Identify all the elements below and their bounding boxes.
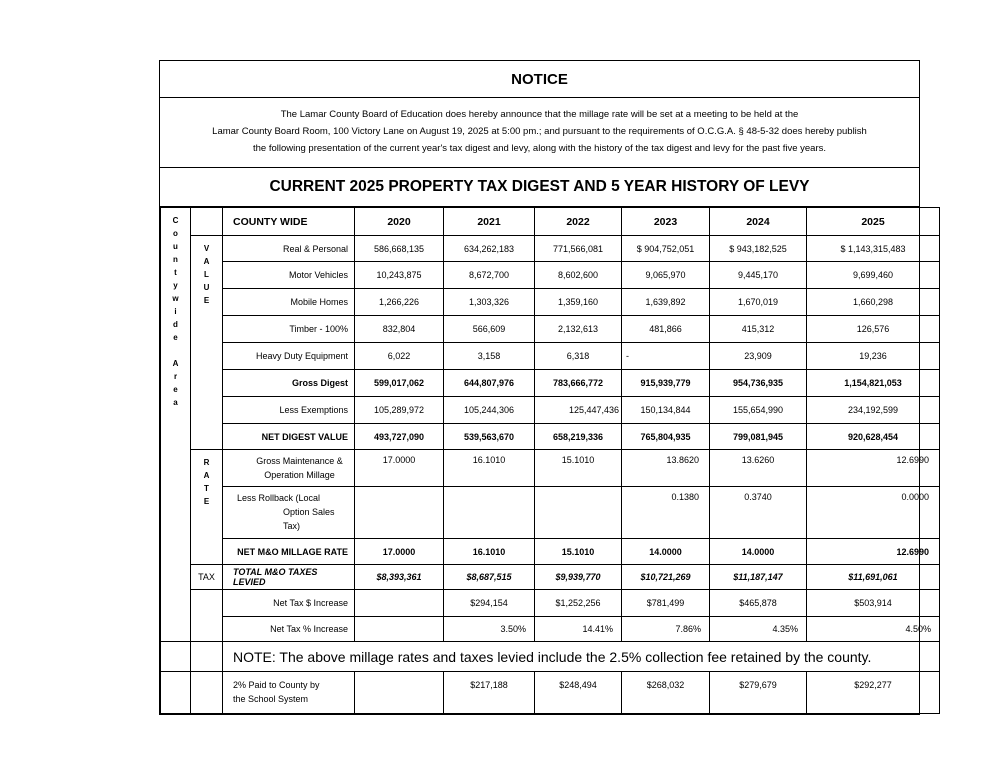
value-cell: 14.41%: [535, 617, 622, 642]
value-cell: 954,736,935: [710, 370, 807, 397]
value-cell: $ 904,752,051: [622, 236, 710, 262]
year-header: 2023: [622, 208, 710, 236]
heavy-duty-label: Heavy Duty Equipment: [223, 343, 355, 370]
value-cell: $781,499: [622, 590, 710, 617]
net-digest-label: NET DIGEST VALUE: [223, 424, 355, 450]
value-cell: 832,804: [355, 316, 444, 343]
side-label-letter: n: [173, 255, 178, 264]
value-cell: $503,914: [807, 590, 940, 617]
value-cell: 566,609: [444, 316, 535, 343]
value-cell: $292,277: [807, 672, 940, 714]
note-row: [161, 642, 940, 672]
value-cell: 15.1010: [535, 539, 622, 565]
side-label-letter: r: [173, 372, 178, 381]
value-cell: 1,359,160: [535, 289, 622, 316]
value-cell: 4.35%: [710, 617, 807, 642]
mobile-homes-label: Mobile Homes: [223, 289, 355, 316]
rate-letter: T: [204, 484, 209, 493]
side-label-letter: d: [173, 320, 178, 329]
value-cell: 23,909: [710, 343, 807, 370]
value-cell: 16.1010: [444, 450, 535, 487]
side-label-letter: a: [173, 398, 178, 407]
label-line: Gross Maintenance &: [256, 456, 343, 466]
rate-letter: A: [203, 471, 210, 480]
side-label-letter: y: [173, 281, 178, 290]
total-mo-taxes-label: TOTAL M&O TAXES LEVIED: [223, 565, 355, 590]
side-label-letter: [165, 344, 186, 357]
side-label-letter: t: [174, 268, 177, 277]
timber-label: Timber - 100%: [223, 316, 355, 343]
label-line: Operation Millage: [264, 470, 335, 480]
value-cell: 1,660,298: [807, 289, 940, 316]
value-cell: 658,219,336: [535, 424, 622, 450]
value-cell: 12.6990: [807, 450, 940, 487]
value-cell: 2,132,613: [535, 316, 622, 343]
value-cell: $ 943,182,525: [710, 236, 807, 262]
value-cell: 0.0000: [807, 487, 940, 539]
value-cell: $11,187,147: [710, 565, 807, 590]
value-cell: -: [622, 343, 710, 370]
net-mo-rate-label: NET M&O MILLAGE RATE: [223, 539, 355, 565]
notice-line: The Lamar County Board of Education does hereby announce that the millage rate will be set at a meeting to be held at the: [280, 109, 799, 120]
value-cell: 0.1380: [622, 487, 710, 539]
side-label-letter: A: [172, 359, 179, 368]
value-cell: 7.86%: [622, 617, 710, 642]
table-row: [161, 617, 940, 642]
side-label-letter: i: [174, 307, 177, 316]
county-wide-header: COUNTY WIDE: [223, 208, 355, 236]
paid-spacer: [191, 672, 223, 714]
value-cell: $10,721,269: [622, 565, 710, 590]
table-row: [161, 370, 940, 397]
value-cell: 920,628,454: [807, 424, 940, 450]
value-cell: 3,158: [444, 343, 535, 370]
rate-group-label: [191, 450, 223, 565]
side-label-letter: w: [172, 294, 179, 303]
value-cell: 599,017,062: [355, 370, 444, 397]
value-cell: $9,939,770: [535, 565, 622, 590]
value-cell: 14.0000: [622, 539, 710, 565]
value-cell: 644,807,976: [444, 370, 535, 397]
net-tax-dollar-label: Net Tax $ Increase: [223, 590, 355, 617]
value-cell: 105,244,306: [444, 397, 535, 424]
table-row: [161, 343, 940, 370]
less-rollback-label: [223, 487, 355, 539]
value-cell: $248,494: [535, 672, 622, 714]
value-cell: $294,154: [444, 590, 535, 617]
value-cell: [355, 617, 444, 642]
value-cell: 1,303,326: [444, 289, 535, 316]
value-cell: 16.1010: [444, 539, 535, 565]
value-cell: 6,318: [535, 343, 622, 370]
side-label-letter: e: [173, 385, 178, 394]
side-label-letter: e: [173, 333, 178, 342]
value-cell: 9,445,170: [710, 262, 807, 289]
value-cell: $ 1,143,315,483: [807, 236, 940, 262]
notice-document: [159, 60, 931, 715]
value-cell: 799,081,945: [710, 424, 807, 450]
value-cell: $1,252,256: [535, 590, 622, 617]
value-cell: [355, 672, 444, 714]
notice-line: Lamar County Board Room, 100 Victory Lane on August 19, 2025 at 5:00 pm.; and pursuant to the requirements of O.C.G.A. § 48-5-32 does hereby publish: [212, 126, 867, 137]
value-letter: A: [203, 257, 210, 266]
table-row: [161, 236, 940, 262]
value-cell: 493,727,090: [355, 424, 444, 450]
value-cell: 6,022: [355, 343, 444, 370]
value-cell: 13.8620: [622, 450, 710, 487]
value-cell: 155,654,990: [710, 397, 807, 424]
value-cell: 17.0000: [355, 539, 444, 565]
value-cell: 915,939,779: [622, 370, 710, 397]
gross-digest-label: Gross Digest: [223, 370, 355, 397]
value-cell: 9,065,970: [622, 262, 710, 289]
digest-title: CURRENT 2025 PROPERTY TAX DIGEST AND 5 YEAR HISTORY OF LEVY: [160, 168, 919, 207]
value-cell: 481,866: [622, 316, 710, 343]
value-cell: 126,576: [807, 316, 940, 343]
value-cell: 3.50%: [444, 617, 535, 642]
table-row: [161, 316, 940, 343]
table-row: [161, 289, 940, 316]
label-line: Option Sales: [283, 507, 335, 517]
note-spacer: [161, 642, 191, 672]
value-cell: $8,393,361: [355, 565, 444, 590]
value-cell: 12.6990: [807, 539, 940, 565]
value-cell: [444, 487, 535, 539]
value-cell: 539,563,670: [444, 424, 535, 450]
value-cell: 1,266,226: [355, 289, 444, 316]
value-cell: 634,262,183: [444, 236, 535, 262]
year-header: 2022: [535, 208, 622, 236]
countywide-area-label: [161, 208, 191, 642]
value-letter: U: [203, 283, 210, 292]
value-letter: L: [204, 270, 209, 279]
value-cell: $217,188: [444, 672, 535, 714]
value-cell: 0.3740: [710, 487, 807, 539]
value-cell: 415,312: [710, 316, 807, 343]
tax-group-spacer: [191, 590, 223, 642]
value-cell: 1,639,892: [622, 289, 710, 316]
value-cell: 4.50%: [807, 617, 940, 642]
value-cell: 8,602,600: [535, 262, 622, 289]
year-header: 2021: [444, 208, 535, 236]
note-spacer: [191, 642, 223, 672]
side-label-letter: o: [173, 229, 178, 238]
rate-letter: E: [203, 497, 210, 506]
table-row: [161, 539, 940, 565]
value-cell: 1,154,821,053: [807, 370, 940, 397]
table-row: [161, 450, 940, 487]
value-cell: [535, 487, 622, 539]
less-exemptions-label: Less Exemptions: [223, 397, 355, 424]
side-label-letter: u: [173, 242, 178, 251]
value-cell: 783,666,772: [535, 370, 622, 397]
year-header: 2020: [355, 208, 444, 236]
table-row: [161, 262, 940, 289]
value-cell: 13.6260: [710, 450, 807, 487]
value-cell: 150,134,844: [622, 397, 710, 424]
paid-to-county-row: [161, 672, 940, 714]
paid-label: [223, 672, 355, 714]
table-row: [161, 487, 940, 539]
real-personal-label: Real & Personal: [223, 236, 355, 262]
value-cell: 15.1010: [535, 450, 622, 487]
table-row: [161, 565, 940, 590]
notice-line: the following presentation of the current year's tax digest and levy, along with the history of the tax digest and levy for the past five years.: [252, 143, 826, 154]
value-cell: 765,804,935: [622, 424, 710, 450]
table-row: [161, 397, 940, 424]
tax-group-label: TAX: [191, 565, 223, 590]
value-letter: E: [203, 296, 210, 305]
value-cell: [355, 590, 444, 617]
note-text: NOTE: The above millage rates and taxes levied include the 2.5% collection fee retained by the county.: [223, 642, 940, 672]
value-cell: $11,691,061: [807, 565, 940, 590]
value-letter: V: [203, 244, 210, 253]
value-cell: 234,192,599: [807, 397, 940, 424]
motor-vehicles-label: Motor Vehicles: [223, 262, 355, 289]
value-cell: [355, 487, 444, 539]
label-line: the School System: [233, 694, 309, 704]
net-tax-percent-label: Net Tax % Increase: [223, 617, 355, 642]
year-header: 2024: [710, 208, 807, 236]
rate-letter: R: [203, 458, 210, 467]
gross-mo-label: [223, 450, 355, 487]
year-header: 2025: [807, 208, 940, 236]
header-row: [161, 208, 940, 236]
value-cell: 14.0000: [710, 539, 807, 565]
value-cell: 17.0000: [355, 450, 444, 487]
value-cell: 1,670,019: [710, 289, 807, 316]
value-cell: 9,699,460: [807, 262, 940, 289]
table-row: [161, 590, 940, 617]
value-cell: 19,236: [807, 343, 940, 370]
value-cell: $465,878: [710, 590, 807, 617]
label-line: Less Rollback (Local: [237, 493, 321, 503]
value-cell: 105,289,972: [355, 397, 444, 424]
value-cell: $8,687,515: [444, 565, 535, 590]
notice-title: NOTICE: [160, 61, 919, 98]
value-cell: 771,566,081: [535, 236, 622, 262]
value-cell: 8,672,700: [444, 262, 535, 289]
paid-spacer: [161, 672, 191, 714]
side-label-letter: C: [172, 216, 179, 225]
table-row: [161, 424, 940, 450]
value-cell: $268,032: [622, 672, 710, 714]
label-line: Tax): [283, 521, 301, 531]
value-cell: 125,447,436: [535, 397, 622, 424]
value-group-label: [191, 236, 223, 450]
value-cell: 586,668,135: [355, 236, 444, 262]
value-cell: $279,679: [710, 672, 807, 714]
digest-table: [160, 207, 940, 714]
label-line: 2% Paid to County by: [233, 680, 320, 690]
value-cell: 10,243,875: [355, 262, 444, 289]
notice-body: [160, 98, 919, 168]
